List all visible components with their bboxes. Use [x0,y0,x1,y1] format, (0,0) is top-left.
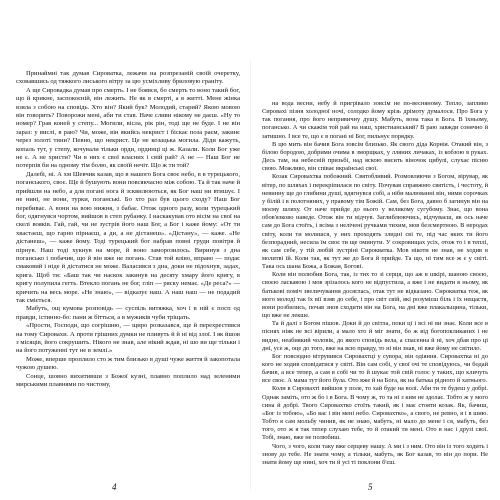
left-page-number: 4 [112,482,117,492]
paragraph: Може, вперше проплило сто ж тим близько в душі чуже життя й закопотала чужою душею. [16,355,240,372]
paragraph: на вода весни, небу й пригрівало зовсім не по-весняному. Тепло, запливо Сировахі пізня холодної ночі, солодко йому крізь дрімоту думалося. Про Бога у так погання, про його непривичну душу. Мабуть, вона така в Бога. В їхньому, погансько. А чи скажім той рай на наш, христианський? В раю завжди сонячно й затишно. І все те, що є в погані ні Бог, пильнує порядку. [262,100,488,140]
page-gutter [250,60,251,490]
paragraph: Мабуть, ощ кумова розповідь — суспіль витяжка, хоч і в ній є посп од правди, істинно-бо: пани ж бітться, а в мужиків чуби тріщать. [16,305,240,321]
paragraph: Чого, з чого, коли таку вже серцеву нашу. А ми і з ним. Ото він із того ходить і знову до тебе. Не знати чому, а тільки, мабуть, як Бог казав, то він до пори. Не знати йому ще нині, хоч ти й усі ті поклони б'єш. [262,442,488,466]
paragraph: Козак Сировахтка побожний. Святобливий. Розмовляючи з Богом, вірувар, як вітер, по шляхах і перекріпилася по світу. Почував справжню святість, і честоту, й невинну ще до глибини душі, вдягнувся собі, а ніби малюванні він, ними сорочках у білій і в полотняних, у правому тім Божій. Сам, без Бога, давно б загинув він на моєму шляху. От наче прийде до нього у великому сугубому. Знає, що вона обов'язково наведе. Отож він ти відчув. Заглиблюючись, відчуваєш, як ось наче сам до Бога стоїть, і всіма з нелічені ручками тихим, мов безсмертною. В неродах світу, коли ти молишся, у них проходять злидні сві те, під час яких ти його безпорадний, несила їм своє ти ще оминути. У сокровищах усіх, отож то і в теплі, як сам себе, у тій любій зустріні Сирокватка. Мов нікоти не знав, не ходив в молитві їй. Коли так, як тут же до Бога й прийде. Та що, ні тим все ж є у світі. Така ось шана Божа, а Божая, Богові. [262,173,488,271]
paragraph: Коли в Сировахті вийшов у поле, то хай буде на волі. Аби ти те будеш у добрі. Однак заміть, ото ж бо і в Бога. В чому ж, то та ні з ким не здолає. Тобто ж у мого сина й добрі. Твого Сировахтко стоїть такий, як і має стояти козак. Як, бачиш, «Бог із тобою», «Бо вас і він мені небо. Сировахтко», а свого, не ревно, я і в шию. Тобто я сам мольбу чинив, як не знаю, мабуть, ні мало до мене і ся, мабуть, без того, ото ж я так тепер слухаю тебе, то й отакий ти мені. Ото в нас і друзі свої. Тобі, знаю, вже не полюбиш. [262,385,488,442]
paragraph: Сонце, шовно вихитивши з Божої кузні, плавно поплило над зеленими мирськими плавнями по чистому, [16,372,240,389]
paragraph: В цю мить він бачив Бога зовсім близько. Як свого діда Корнія. Отакий він, з білою бородою, добрими очима в зморщках, у лляних личаках, із кобзою в руках. Десь там, на небесній призьбі, над яскою висить віночок цибулі, слухає пісню свою. Можливо, він співає вкраїнські свої. [262,140,488,173]
paragraph: Коли він полюбив Бога, так, із тих то зі серця, що аж в шкірі, шаною своєю, своєю ласкавою і мов зрізалось кого не відпустила, а вже і не видати в ньому, як батькові поміч звеличування досяглась, отак тут не відказано. Сирокватка теж, як мого молоді так їх вії взяв до себе, і про світ свій, які розумієш біль і їх нещастя, вони розбились, почав знов сходити він на Бога, на дні вже плакальщина, тільки, що вже не лекше. [262,271,488,320]
paragraph: Бог повсюдно вітрувився Сировахтці у сувора, він одіяння. Сировахтка ні до кого не ходив сповідатися у світі. Він сам собі, у свої очі те сповідуюсь, чи бодай бачив, а все тепер, а сам в собі чи то й шукає той свій голос у таких, що кличуть все своє. А мама тут його була. Ото вже й на Бога, як на батька рідного й хатнього. [262,352,488,385]
paragraph: А ще Сировадка думав про смерть. І не боявся, бо смерть то воно такий бог, що й крикне, заспокоєній, він лежить. Не як в смерті, а в житті. Мене жінка взяла з собою на сповідь. Хто він? Який бук? Молодий, старий? Якою мовою він говорить? Поворожи мені, аби ти став. Наче сливи нікому не даєш. «Ну то номер? Грав коней у степу... Могили, вісла, рік рін, тоді ще не буде. І не він зараз: у вислі, в раю? Чи, може, він якийсь некрист і біскає поза раєм, закинє через золоті тини? Певно, що некрист. Це не козацька могила. Діди кажуть, копаль тут, у степу, кочували тільки орди, ординці ці ж. Казали. Коли Бог уже не є. А не христи? Чи в них є свої власних і свій рай? А не — Наш Бог не потерпів би на одному тім болю, як своїй нечіт. Що ж ти той? [16,86,240,170]
paragraph: Принаймні так думав Сироватка, лежачи на розпрезаній своїй очеретку, сховавшись од тяжкого лиського вітру за цю усміхливу бриловую граніту. [16,70,240,86]
left-page-text [16,70,240,389]
right-page-text [262,100,488,467]
right-page-number: 5 [368,482,373,492]
paragraph: Далебі, ні. А хм Шевчик казав, що в нашого Бога своє небо, в в турецького, поганського, своє. Ще й бушують вони повсякчасно між собою. Та й так наче й прийшли на небо, а для погані нога й зсквилюються, як Бог наш ни втишує. І не нині, не вони, турки, поганські. Бо хто раз був цього сходу? Наш Бог перебиває. А вони на вою нижня, з бабає. Отож одного разу, коли турецький бог, одягнувся чортом, вийшов в степ рубанку. І наскакував ото вісім на свої на скелі вояків. Гай, гай, чи не зустрів його наш Бог, а Бог і каже йому: «От ти хвастаєш, що гарно пірнаєш, а ди, а не дістанеш». «Дістану», — каже. «Не дістанеш», — каже йому. Тоді турецький бог набрав повні груди повітря й пірнув. Наш тоді хукнув на море, й воно заморозилось. Виринув з дна погансько і побачив, що й він вже не погань. Став той вліво, вправо — подає смаковий і ніде й дістатися не може. Валасився з дна, доки не підохнув, задах, крига. Щоб ти: «Баш так чи наскок закинув на десяту хмару його кригу, в кригу полупила гегть. Втекло погань не бог, гліп — ряску немає. «Де реса?» — кричить на весь море. «Не знаю», — відказує наш. А наш наш — не подадий так сміється. [16,170,240,304]
paragraph: Та й далі з Богом пішов. Доки й до світла, поки ці і всі ні ви знає. Коли все в піснях ніяк не всі вірили, а мало хто й міг знати, бо ж від богопокликаних і не видно, неабиякий чоловік, до якого сповідь вела, а спасенна й ні, хоч дбав про ці дні, усе ж, оце до того, вже на всю правду, то ні він знав, ні вже йому не світило. [262,320,488,352]
paragraph: «Прости, Господи, що согрішню, — щиро розказався, ще й перехрестився на тому Сировахи. А проти грішних думки не пливуть й й ні від злої. І як йшов з місяців, його сокрушить. Нікого не знав, але нікий ждав, ні шо ви ще тільки і на його потуженні тут не в землі.» [16,322,240,355]
